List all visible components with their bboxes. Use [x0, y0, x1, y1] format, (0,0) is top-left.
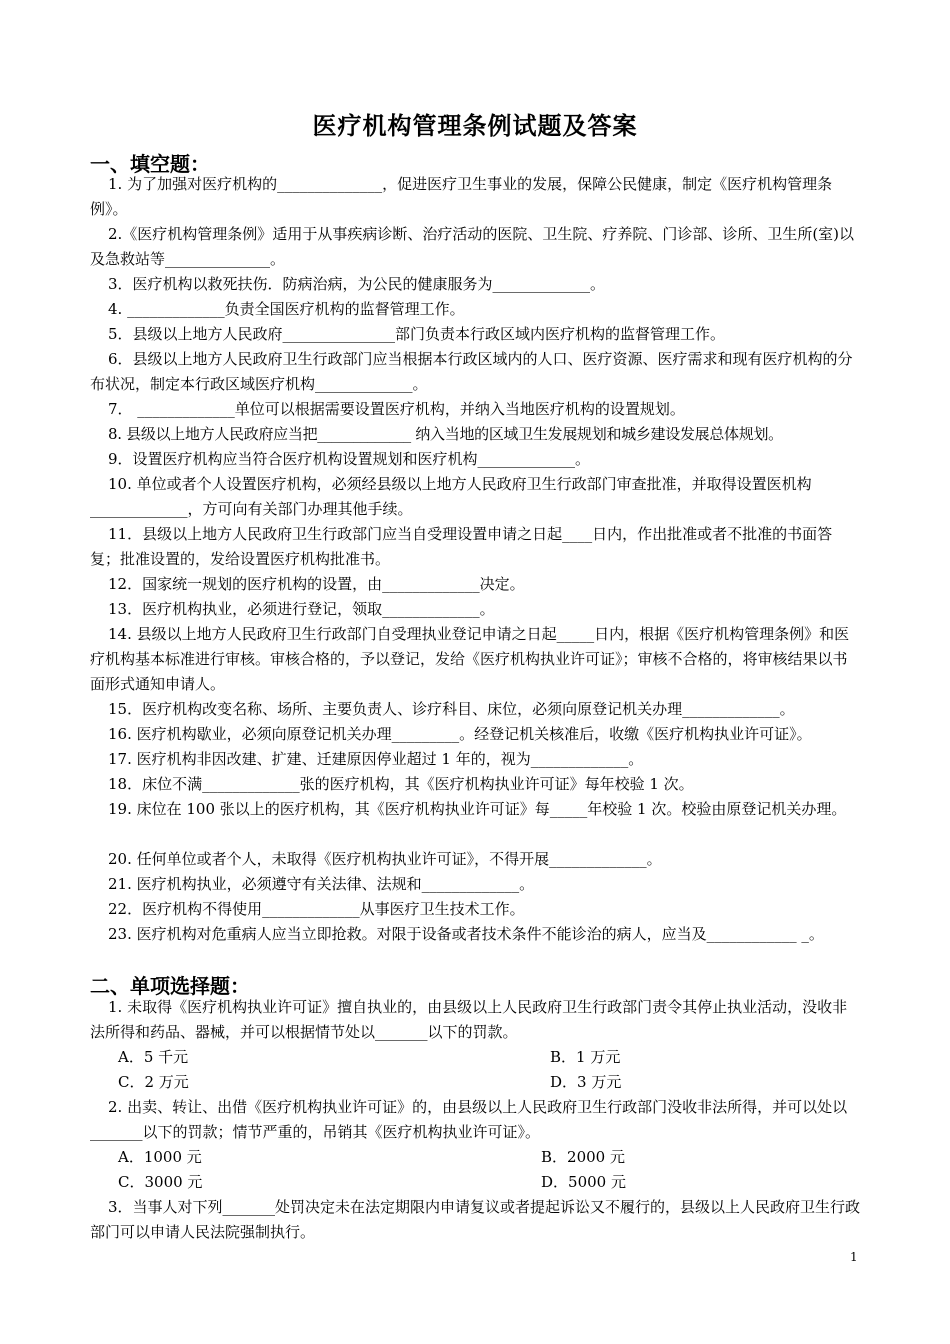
choice-1-option-b: B．1 万元 — [550, 1048, 621, 1066]
choice-1-option-c: C．2 万元 — [118, 1073, 189, 1091]
question-8: 8. 县级以上地方人民政府应当把_____________ 纳入当地的区域卫生发展规划和城乡建设发展总体规划。 — [108, 425, 783, 443]
page-number: 1 — [850, 1250, 858, 1264]
question-17: 17. 医疗机构非因改建、扩建、迁建原因停业超过 1 年的，视为_____________。 — [108, 750, 644, 768]
question-10: 10. 单位或者个人设置医疗机构，必须经县级以上地方人民政府卫生行政部门审查批准，并取得设置医机构_____________，方可向有关部门办理其他手续。 — [90, 475, 812, 518]
question-5: 5．县级以上地方人民政府_______________部门负责本行政区域内医疗机构的监督管理工作。 — [108, 325, 726, 343]
choice-1-option-a: A．5 千元 — [118, 1048, 189, 1066]
question-11: 11．县级以上地方人民政府卫生行政部门应当自受理设置申请之日起____日内，作出批准或者不批准的书面答复；批准设置的，发给设置医疗机构批准书。 — [90, 525, 833, 568]
question-13: 13．医疗机构执业，必须进行登记，领取_____________。 — [108, 600, 495, 618]
choice-question-3: 3．当事人对下列_______处罚决定未在法定期限内申请复议或者提起诉讼又不履行的，县级以上人民政府卫生行政部门可以申请人民法院强制执行。 — [90, 1198, 861, 1241]
choice-question-2: 2. 出卖、转让、出借《医疗机构执业许可证》的，由县级以上人民政府卫生行政部门没收非法所得，并可以处以_______以下的罚款；情节严重的，吊销其《医疗机构执业许可证》。 — [90, 1098, 848, 1141]
question-23: 23. 医疗机构对危重病人应当立即抢救。对限于设备或者技术条件不能诊治的病人，应当及____________ _。 — [108, 925, 824, 943]
question-22: 22．医疗机构不得使用_____________从事医疗卫生技术工作。 — [108, 900, 525, 918]
question-19: 19. 床位在 100 张以上的医疗机构，其《医疗机构执业许可证》每_____年校验 1 次。校验由原登记机关办理。 — [108, 800, 847, 818]
question-1: 1. 为了加强对医疗机构的______________，促进医疗卫生事业的发展，保障公民健康，制定《医疗机构管理条例》。 — [90, 175, 833, 218]
choice-2-option-c: C．3000 元 — [118, 1173, 203, 1191]
question-2: 2.《医疗机构管理条例》适用于从事疾病诊断、治疗活动的医院、卫生院、疗养院、门诊部、诊所、卫生所(室)以及急救站等______________。 — [90, 225, 855, 268]
question-12: 12．国家统一规划的医疗机构的设置，由_____________决定。 — [108, 575, 525, 593]
section-heading-single-choice: 二、单项选择题： — [90, 974, 250, 998]
section-heading-fill-in: 一、填空题： — [90, 152, 210, 176]
question-3: 3．医疗机构以救死扶伤．防病治病，为公民的健康服务为_____________。 — [108, 275, 606, 293]
question-18: 18．床位不满_____________张的医疗机构，其《医疗机构执业许可证》每年校验 1 次。 — [108, 775, 694, 793]
choice-question-1: 1. 未取得《医疗机构执业许可证》擅自执业的，由县级以上人民政府卫生行政部门责令其停止执业活动，没收非法所得和药品、器械，并可以根据情节处以_______以下的罚款。 — [90, 998, 848, 1041]
question-9: 9．设置医疗机构应当符合医疗机构设置规划和医疗机构_____________。 — [108, 450, 591, 468]
question-21: 21. 医疗机构执业，必须遵守有关法律、法规和_____________。 — [108, 875, 535, 893]
question-14: 14. 县级以上地方人民政府卫生行政部门自受理执业登记申请之日起_____日内，根据《医疗机构管理条例》和医疗机构基本标准进行审核。审核合格的，予以登记，发给《医疗机构执业许可证》；审核不合格的，将审核结果以书面形式通知申请人。 — [90, 625, 850, 693]
choice-1-option-d: D．3 万元 — [550, 1073, 622, 1091]
question-15: 15．医疗机构改变名称、场所、主要负责人、诊疗科目、床位，必须向原登记机关办理_____________。 — [108, 700, 795, 718]
question-7: 7． _____________单位可以根据需要设置医疗机构，并纳入当地医疗机构的设置规划。 — [108, 400, 685, 418]
choice-2-option-b: B．2000 元 — [541, 1148, 625, 1166]
question-20: 20. 任何单位或者个人，未取得《医疗机构执业许可证》，不得开展_____________。 — [108, 850, 662, 868]
document-title: 医疗机构管理条例试题及答案 — [312, 111, 638, 140]
choice-2-option-d: D．5000 元 — [541, 1173, 626, 1191]
choice-2-option-a: A．1000 元 — [118, 1148, 202, 1166]
question-6: 6．县级以上地方人民政府卫生行政部门应当根据本行政区域内的人口、医疗资源、医疗需求和现有医疗机构的分布状况，制定本行政区域医疗机构_____________。 — [90, 350, 853, 393]
question-4: 4. _____________负责全国医疗机构的监督管理工作。 — [108, 300, 465, 318]
question-16: 16. 医疗机构歇业，必须向原登记机关办理_________。经登记机关核准后，收缴《医疗机构执业许可证》。 — [108, 725, 812, 743]
